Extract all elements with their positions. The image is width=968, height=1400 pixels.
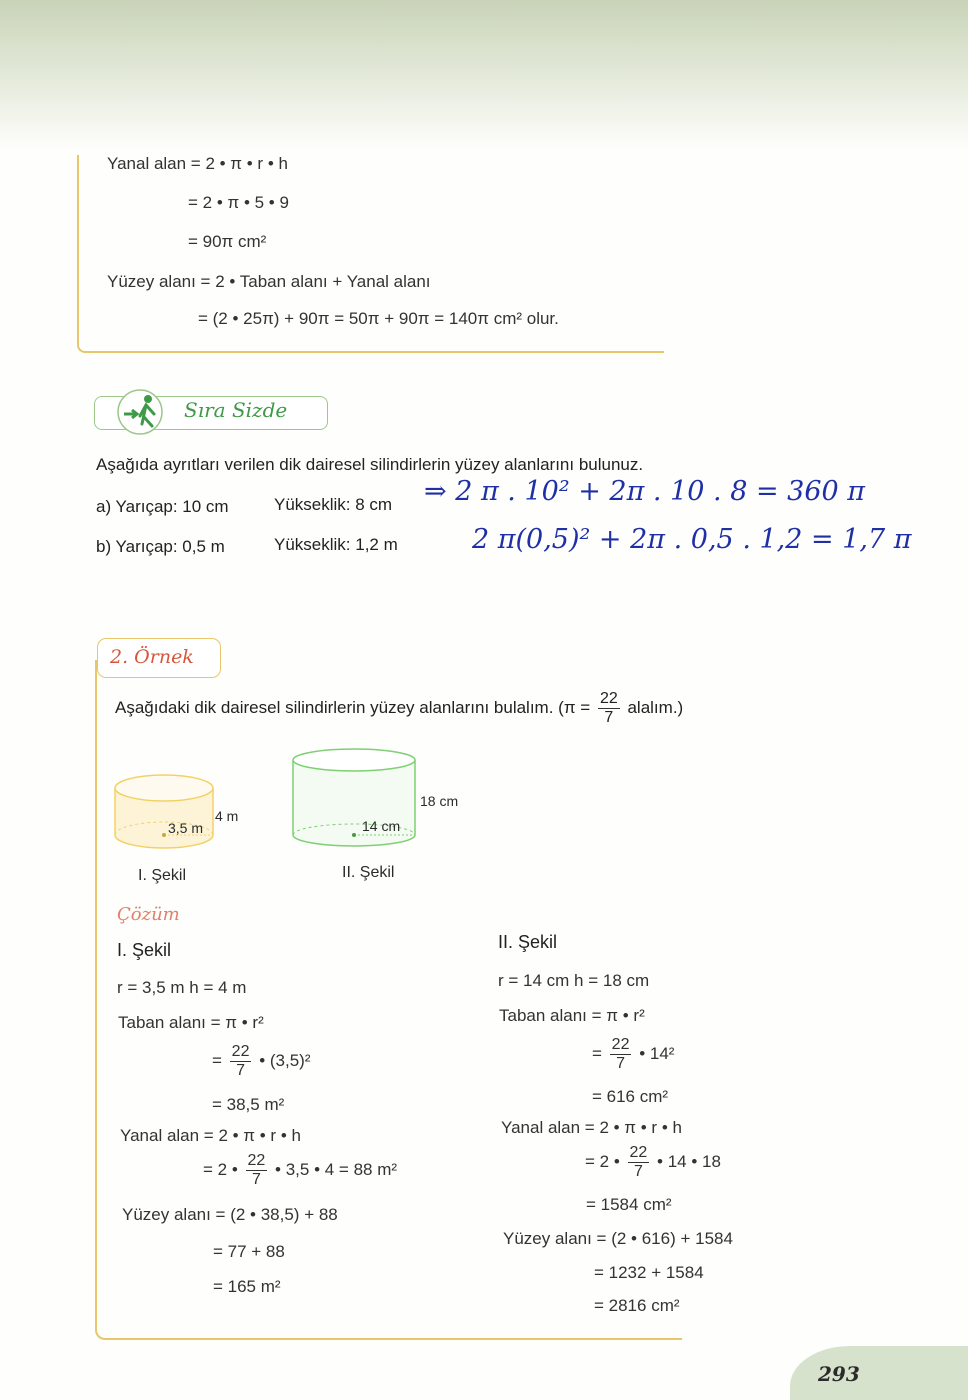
pi-num: 22 [599, 690, 618, 707]
item-b-radius: b) Yarıçap: 0,5 m [96, 537, 225, 556]
s2-yuzey: Yüzey alanı = (2 • 616) + 1584 [503, 1229, 733, 1248]
s1-yanal-step [203, 1152, 397, 1189]
s2-yuzey-result: = 2816 cm² [594, 1296, 680, 1315]
s2-t2-post: • 14² [639, 1043, 675, 1063]
s2-yanal-step [585, 1144, 721, 1181]
handwritten-answer-b: 2 π(0,5)² + 2π . 0,5 . 1,2 = 1,7 π [472, 524, 912, 555]
s2-taban: Taban alanı = π • r² [499, 1006, 645, 1025]
yanal-alan-step: = 2 • π • 5 • 9 [188, 193, 289, 212]
s2-y2-post: • 14 • 18 [657, 1151, 721, 1171]
s1-heading: I. Şekil [117, 940, 172, 960]
runner-icon [110, 384, 170, 440]
s2-heading: II. Şekil [498, 932, 558, 952]
s2-t2-fraction [610, 1036, 632, 1073]
s2-t2-pre: = [592, 1043, 602, 1063]
pi-fraction [598, 690, 620, 727]
item-a-height: Yükseklik: 8 cm [274, 495, 393, 514]
s1-taban-step [212, 1043, 311, 1080]
yuzey-alani-result: = (2 • 25π) + 90π = 50π + 90π = 140π cm² olur. [198, 309, 559, 328]
s1-taban-result: = 38,5 m² [212, 1095, 285, 1114]
s1-yuzey: Yüzey alanı = (2 • 38,5) + 88 [122, 1205, 338, 1224]
s1-t2-fraction [230, 1043, 252, 1080]
yuzey-alani-formula: Yüzey alanı = 2 • Taban alanı + Yanal alanı [107, 272, 431, 291]
s1-y2-den: 7 [251, 1171, 261, 1188]
pi-den: 7 [604, 709, 614, 726]
s1-y2-fraction [246, 1152, 268, 1189]
page-number: 293 [818, 1362, 860, 1386]
ornek-title: 2. Örnek [110, 646, 194, 668]
s1-t2-pre: = [212, 1050, 222, 1070]
s2-y2-fraction [628, 1144, 650, 1181]
s2-y2-num: 22 [629, 1144, 648, 1161]
ornek-question [115, 690, 683, 727]
s1-y2-num: 22 [247, 1152, 266, 1169]
fig2-height: 18 cm [420, 793, 459, 809]
item-a-radius: a) Yarıçap: 10 cm [96, 497, 229, 516]
s1-y2-pre: = 2 • [203, 1159, 238, 1179]
ornek-question-end: alalım.) [627, 697, 684, 717]
s1-t2-num: 22 [231, 1043, 250, 1060]
sira-sizde-title: Sıra Sizde [184, 398, 288, 422]
s1-t2-post: • (3,5)² [259, 1050, 311, 1070]
s1-t2-den: 7 [236, 1062, 246, 1079]
fig1-radius: 3,5 m [168, 820, 204, 836]
s2-y2-den: 7 [633, 1163, 643, 1180]
fig2-radius: 14 cm [362, 818, 401, 834]
s2-taban-step [592, 1036, 674, 1073]
item-b-height: Yükseklik: 1,2 m [274, 535, 398, 554]
fig1-height: 4 m [215, 808, 239, 824]
cylinder-figure-1 [110, 770, 220, 860]
s1-given: r = 3,5 m h = 4 m [117, 978, 247, 997]
s1-yanal: Yanal alan = 2 • π • r • h [120, 1126, 301, 1145]
s2-yuzey-step: = 1232 + 1584 [594, 1263, 704, 1282]
s1-y2-post: • 3,5 • 4 = 88 m² [275, 1159, 398, 1179]
s1-yuzey-result: = 165 m² [213, 1277, 281, 1296]
ornek-question-text: Aşağıdaki dik dairesel silindirlerin yüzey alanlarını bulalım. (π = [115, 697, 591, 717]
page-number-badge [790, 1346, 968, 1400]
s2-yanal-result: = 1584 cm² [586, 1195, 672, 1214]
yanal-alan-formula: Yanal alan = 2 • π • r • h [107, 154, 288, 173]
s2-y2-pre: = 2 • [585, 1151, 620, 1171]
s1-taban: Taban alanı = π • r² [118, 1013, 264, 1032]
sira-sizde-question: Aşağıda ayrıtları verilen dik dairesel silindirlerin yüzey alanlarını bulunuz. [96, 455, 644, 474]
page-top-wash [0, 0, 968, 150]
s2-given: r = 14 cm h = 18 cm [498, 971, 650, 990]
s2-taban-result: = 616 cm² [592, 1087, 669, 1106]
fig1-caption: I. Şekil [138, 867, 187, 884]
cozum-title: Çözüm [117, 904, 180, 925]
s2-t2-den: 7 [616, 1055, 626, 1072]
cylinder-figure-2 [288, 745, 420, 855]
s2-yanal: Yanal alan = 2 • π • r • h [501, 1118, 682, 1137]
s1-yuzey-step: = 77 + 88 [213, 1242, 285, 1261]
handwritten-answer-a: ⇒ 2 π . 10² + 2π . 10 . 8 = 360 π [424, 476, 866, 507]
yanal-alan-result: = 90π cm² [188, 232, 267, 251]
fig2-caption: II. Şekil [342, 864, 395, 881]
s2-t2-num: 22 [611, 1036, 630, 1053]
